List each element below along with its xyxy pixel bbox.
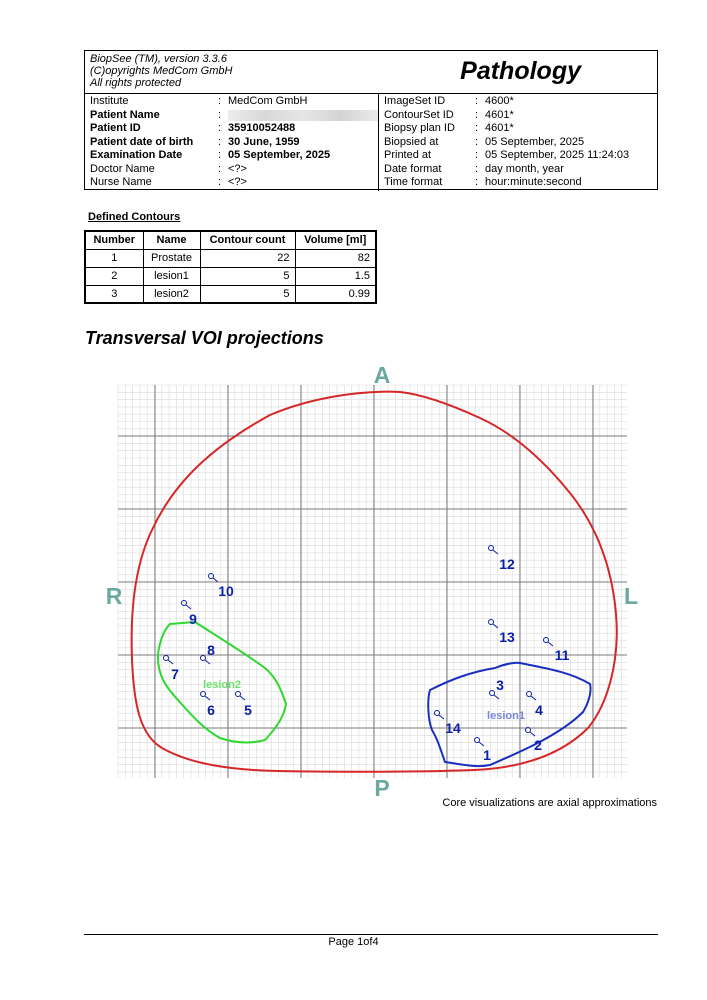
- field-institute: Institute : MedCom GmbH: [90, 95, 378, 109]
- field-contourset-id: ContourSet ID : 4601*: [384, 109, 657, 123]
- core-number: 5: [244, 702, 252, 718]
- field-value: 05 September, 2025 11:24:03: [485, 149, 630, 161]
- field-label: Patient Name: [90, 108, 160, 121]
- core-marker: [489, 620, 515, 646]
- field-imageset-id: ImageSet ID : 4600*: [384, 95, 657, 109]
- core-marker: [544, 638, 570, 664]
- core-number: 13: [499, 629, 515, 645]
- field-date-format: Date format : day month, year: [384, 163, 657, 177]
- field-value: 4601*: [485, 122, 514, 134]
- lesion2-label: lesion2: [203, 679, 241, 691]
- cell-name: Prostate: [143, 249, 200, 267]
- field-label: Nurse Name: [90, 176, 152, 188]
- field-label: Printed at: [384, 149, 432, 161]
- version-line: BiopSee (TM), version 3.3.6: [90, 53, 227, 65]
- field-label: ImageSet ID: [384, 95, 446, 107]
- core-line: [240, 696, 245, 700]
- field-value: 30 June, 1959: [228, 135, 300, 148]
- core-number: 3: [496, 677, 504, 693]
- core-entry-point: [489, 546, 494, 551]
- core-line: [439, 715, 444, 719]
- lesion1-label: lesion1: [487, 710, 525, 722]
- field-value: 05 September, 2025: [228, 149, 331, 161]
- core-number: 10: [218, 583, 234, 599]
- field-patient-name: Patient Name :: [90, 109, 378, 123]
- cell-number: 3: [85, 285, 143, 303]
- field-value: 4601*: [485, 108, 514, 121]
- col-name: Name: [143, 231, 200, 249]
- core-marker: [489, 546, 515, 573]
- field-value: MedCom GmbH: [228, 95, 308, 107]
- field-time-format: Time format : hour:minute:second: [384, 176, 657, 190]
- core-entry-point: [544, 638, 549, 643]
- core-marker: [435, 711, 461, 737]
- field-value: <?>: [228, 162, 247, 175]
- rights-line: All rights protected: [90, 77, 182, 89]
- core-number: 6: [207, 702, 215, 718]
- col-volume: Volume [ml]: [295, 231, 376, 249]
- core-number: 11: [554, 647, 570, 663]
- cell-number: 1: [85, 249, 143, 267]
- projection-title: Transversal VOI projections: [85, 328, 324, 348]
- cell-contour-count: 22: [200, 249, 295, 267]
- cell-volume: 82: [295, 249, 376, 267]
- field-label: Date format: [384, 162, 442, 175]
- field-value: 35910052488: [228, 122, 296, 134]
- core-entry-point: [164, 656, 169, 661]
- cell-contour-count: 5: [200, 285, 295, 303]
- field-value: <?>: [228, 176, 247, 188]
- field-birth-date: Patient date of birth : 30 June, 1959: [90, 136, 378, 150]
- core-entry-point: [475, 738, 480, 743]
- core-line: [494, 695, 499, 699]
- orientation-right: R: [105, 583, 123, 609]
- core-marker: [527, 692, 544, 719]
- core-line: [168, 660, 173, 664]
- footer-divider: [84, 934, 658, 935]
- field-nurse: Nurse Name : <?>: [90, 176, 378, 190]
- core-number: 2: [534, 737, 542, 753]
- field-value: hour:minute:second: [485, 176, 582, 188]
- field-patient-id: Patient ID : 35910052488: [90, 122, 378, 136]
- field-value: 05 September, 2025: [485, 135, 585, 148]
- field-label: Time format: [384, 176, 443, 188]
- core-number: 12: [499, 556, 515, 572]
- core-number: 8: [207, 642, 215, 658]
- cell-name: lesion1: [143, 267, 200, 285]
- core-number: 7: [171, 666, 179, 682]
- core-entry-point: [201, 656, 206, 661]
- cell-contour-count: 5: [200, 267, 295, 285]
- field-label: Examination Date: [90, 149, 183, 161]
- page-number: Page 1of4: [328, 936, 379, 948]
- field-value: 4600*: [485, 95, 514, 107]
- cell-volume: 0.99: [295, 285, 376, 303]
- field-exam-date: Examination Date : 05 September, 2025: [90, 149, 378, 163]
- core-entry-point: [201, 692, 206, 697]
- field-label: Patient ID: [90, 122, 141, 134]
- orientation-anterior: A: [373, 362, 391, 388]
- cell-name: lesion2: [143, 285, 200, 303]
- biopsy-cores: [164, 546, 570, 764]
- field-label: Biopsy plan ID: [384, 122, 455, 134]
- field-label: Doctor Name: [90, 162, 155, 175]
- core-marker: [209, 574, 234, 600]
- core-entry-point: [489, 620, 494, 625]
- core-line: [186, 605, 191, 609]
- core-entry-point: [527, 692, 532, 697]
- axial-note: Core visualizations are axial approximations: [442, 797, 657, 809]
- field-label: Institute: [90, 95, 129, 107]
- core-number: 1: [483, 747, 491, 763]
- core-line: [493, 550, 498, 554]
- cell-number: 2: [85, 267, 143, 285]
- field-value: day month, year: [485, 162, 564, 175]
- field-label: Biopsied at: [384, 135, 439, 148]
- orientation-posterior: P: [374, 775, 390, 801]
- contours-title: Defined Contours: [88, 211, 181, 223]
- copyright-line: (C)opyrights MedCom GmbH: [90, 65, 233, 77]
- field-doctor: Doctor Name : <?>: [90, 163, 378, 177]
- field-label: Patient date of birth: [90, 135, 194, 148]
- core-entry-point: [236, 692, 241, 697]
- core-line: [531, 696, 536, 700]
- report-title: Pathology: [460, 57, 581, 85]
- core-number: 4: [535, 702, 543, 718]
- core-line: [213, 578, 218, 582]
- core-number: 9: [189, 611, 197, 627]
- field-biopsied-at: Biopsied at : 05 September, 2025: [384, 136, 657, 150]
- core-marker: [490, 677, 505, 699]
- core-marker: [164, 656, 180, 683]
- field-biopsy-plan-id: Biopsy plan ID : 4601*: [384, 122, 657, 136]
- col-number: Number: [85, 231, 143, 249]
- cell-volume: 1.5: [295, 267, 376, 285]
- core-number: 14: [445, 720, 461, 736]
- orientation-left: L: [623, 583, 639, 609]
- core-entry-point: [435, 711, 440, 716]
- field-printed-at: Printed at : 05 September, 2025 11:24:03: [384, 149, 657, 163]
- field-label: ContourSet ID: [384, 108, 454, 121]
- col-contour-count: Contour count: [200, 231, 295, 249]
